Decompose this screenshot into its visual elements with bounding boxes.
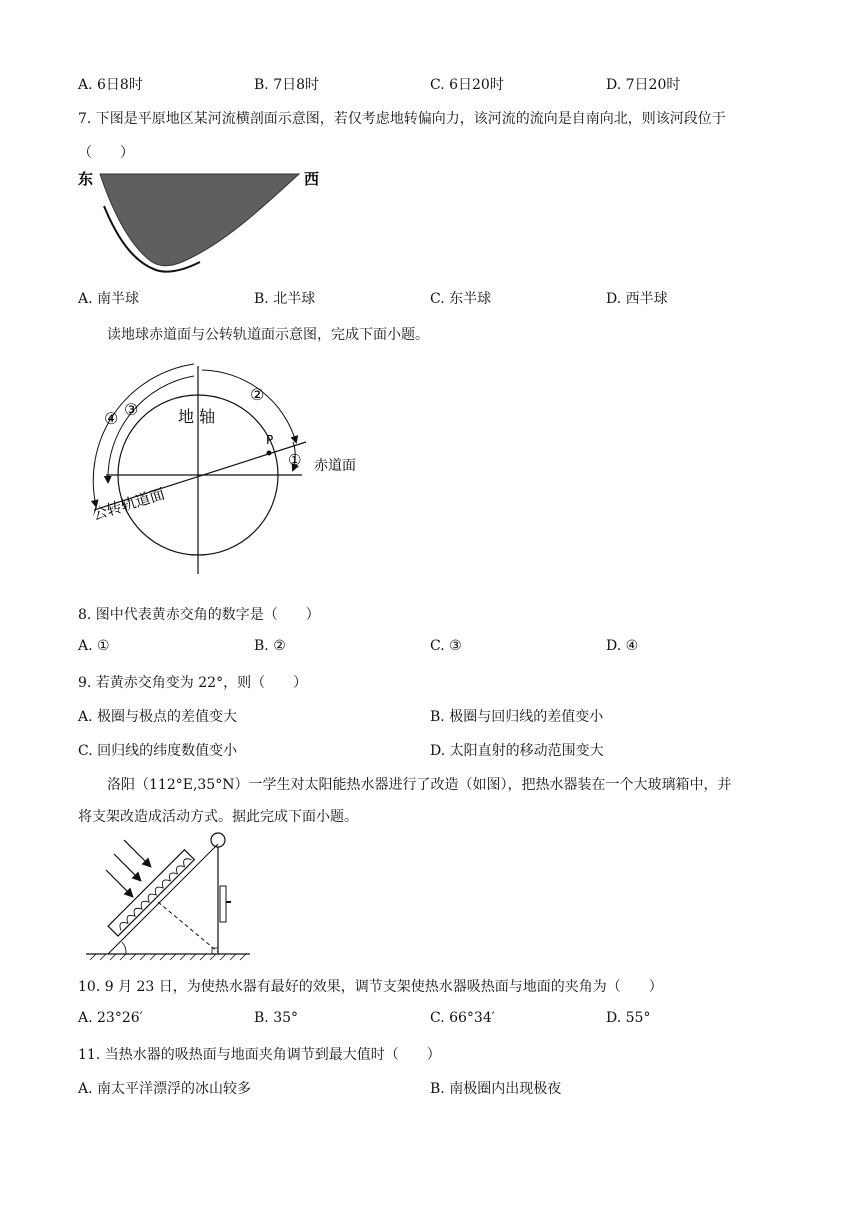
label-east: 东 [78,170,94,188]
q9-option-c: C. 回归线的纬度数值变小 [78,743,238,759]
label-axis: 地 轴 [178,407,216,426]
label-n4: ④ [104,409,119,428]
q10-option-d: D. 55° [606,1010,651,1026]
point-p [267,451,272,456]
q6-option-c: C. 6日20时 [430,77,504,93]
q6-option-a: A. 6日8时 [78,77,143,93]
q8-stem: 8. 图中代表黄赤交角的数字是（ ） [78,607,320,623]
q10-stem: 10. 9 月 23 日，为使热水器有最好的效果，调节支架使热水器吸热面与地面的夹角为（ ） [78,979,663,995]
q11-stem: 11. 当热水器的吸热面与地面夹角调节到最大值时（ ） [78,1047,441,1063]
sun-ray-2 [114,854,140,880]
sun-ray-1 [124,840,150,866]
river-cross-section-figure [74,166,334,278]
q10-option-a: A. 23°26′ [78,1010,143,1026]
intro-orbit: 读地球赤道面与公转轨道面示意图，完成下面小题。 [107,327,429,343]
label-orbit-plane: 公转轨道面 [89,484,167,524]
arc-4 [93,364,194,506]
q6-option-b: B. 7日8时 [254,77,320,93]
label-west: 西 [304,170,320,188]
angle-arc [122,942,126,954]
q7-option-c: C. 东半球 [430,291,492,307]
support-rope [108,844,218,954]
q10-option-b: B. 35° [254,1010,299,1026]
heater-panel [108,850,194,936]
solar-heater-figure [84,830,254,962]
label-n1: ① [288,451,302,469]
q8-option-d: D. ④ [606,638,639,654]
arc-3 [108,376,194,482]
pulley [211,833,225,847]
label-p: P [266,433,274,447]
q8-option-c: C. ③ [430,638,462,654]
q9-stem: 9. 若黄赤交角变为 22°，则（ ） [78,675,308,691]
q7-paren: （ ） [78,145,134,161]
q11-option-b: B. 南极圈内出现极夜 [430,1081,562,1097]
q9-option-d: D. 太阳直射的移动范围变大 [430,743,604,759]
q7-option-a: A. 南半球 [78,291,140,307]
q8-option-b: B. ② [254,638,286,654]
intro-solar-heater-line1: 洛阳（112°E,35°N）一学生对太阳能热水器进行了改造（如图），把热水器装在一个大玻璃箱中，并 [107,777,732,793]
label-n3: ③ [124,400,139,419]
sun-ray-3 [106,870,132,896]
q7-stem: 7. 下图是平原地区某河流横剖面示意图，若仅考虑地转偏向力，该河流的流向是自南向北，则该河段位于 [78,111,726,127]
clamp [220,886,226,922]
orbit-equator-figure [80,362,380,580]
label-equator-plane: 赤道面 [314,458,356,474]
q9-option-a: A. 极圈与极点的差值变大 [78,709,238,725]
q7-option-b: B. 北半球 [254,291,316,307]
q8-option-a: A. ① [78,638,110,654]
arc-2 [202,370,296,442]
q7-option-d: D. 西半球 [606,291,668,307]
intro-solar-heater-line2: 将支架改造成活动方式。据此完成下面小题。 [78,809,358,825]
q6-option-d: D. 7日20时 [606,77,681,93]
ground-hatching [90,954,246,960]
q10-option-c: C. 66°34′ [430,1010,495,1026]
q11-option-a: A. 南太平洋漂浮的冰山较多 [78,1081,252,1097]
q9-option-b: B. 极圈与回归线的差值变小 [430,709,604,725]
label-n2: ② [250,385,265,404]
dashed-line [158,902,218,952]
